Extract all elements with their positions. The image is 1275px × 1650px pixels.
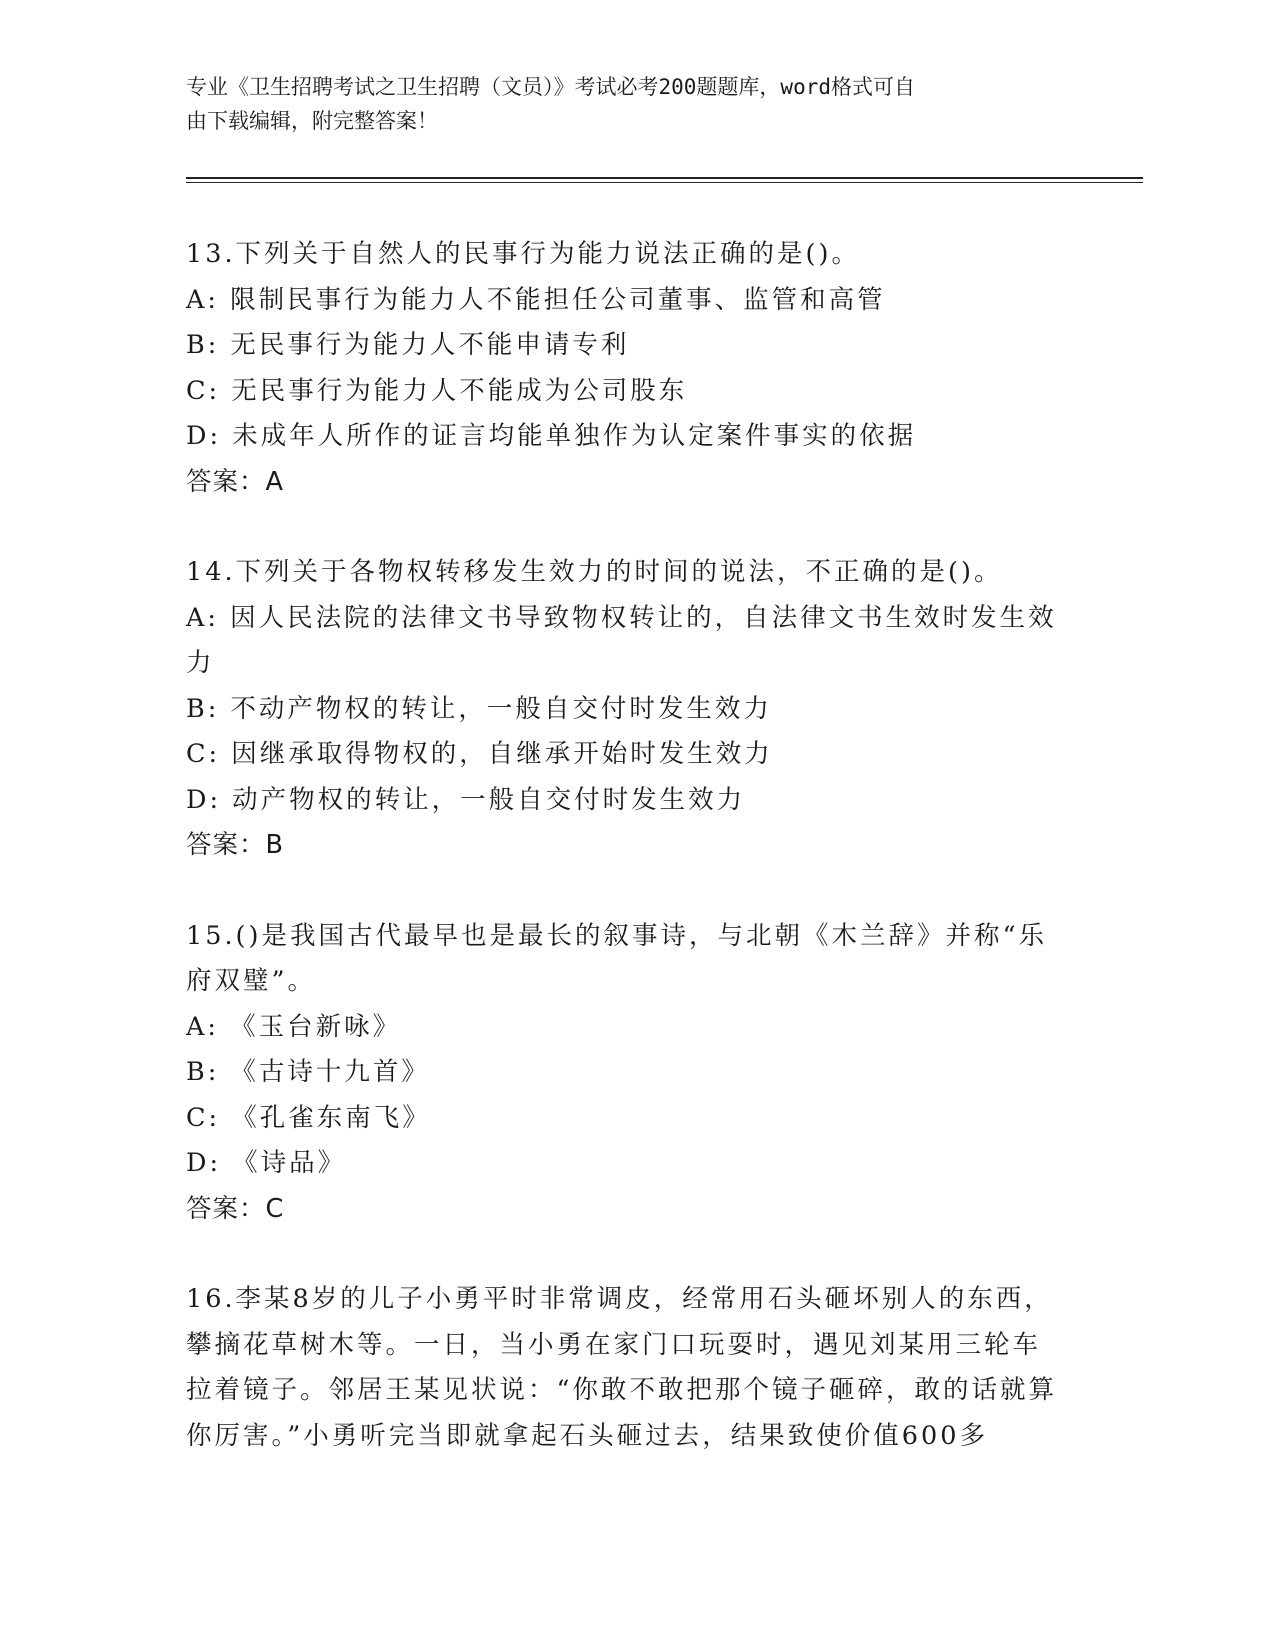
answer: 答案：B <box>186 830 284 860</box>
option-a: A: 限制民事行为能力人不能担任公司董事、监管和高管 <box>186 284 886 315</box>
option-c: C: 因继承取得物权的，自继承开始时发生效力 <box>186 739 773 769</box>
header-divider <box>186 177 1143 179</box>
question-13 <box>186 232 1066 505</box>
answer: 答案：A <box>186 466 284 497</box>
question-15 <box>186 914 1066 1233</box>
option-c: C: 无民事行为能力人不能成为公司股东 <box>186 375 688 406</box>
option-c: C: 《孔雀东南飞》 <box>186 1102 431 1133</box>
header-title-line-1: 专业《卫生招聘考试之卫生招聘（文员）》考试必考200题题库，word格式可自 <box>186 75 915 99</box>
question-16 <box>186 1277 1066 1459</box>
option-b: B: 无民事行为能力人不能申请专利 <box>186 330 630 360</box>
option-a: A: 《玉台新咏》 <box>186 1011 402 1042</box>
question-stem: 13.下列关于自然人的民事行为能力说法正确的是()。 <box>186 239 860 269</box>
header-divider-thin <box>186 182 1143 183</box>
option-d: D: 未成年人所作的证言均能单独作为认定案件事实的依据 <box>186 421 917 451</box>
option-d: D: 《诗品》 <box>186 1148 347 1178</box>
option-d: D: 动产物权的转让，一般自交付时发生效力 <box>186 784 746 815</box>
option-a: A: 因人民法院的法律文书导致物权转让的，自法律文书生效时发生效力 <box>186 602 1057 678</box>
question-stem: 14.下列关于各物权转移发生效力的时间的说法，不正确的是()。 <box>186 557 1003 587</box>
option-b: B: 《古诗十九首》 <box>186 1057 430 1087</box>
question-list <box>186 232 1066 1504</box>
answer: 答案：C <box>186 1193 285 1224</box>
question-14 <box>186 550 1066 869</box>
question-stem: 16.李某8岁的儿子小勇平时非常调皮，经常用石头砸坏别人的东西，攀摘花草树木等。一日，当小勇在家门口玩耍时，遇见刘某用三轮车拉着镜子。邻居王某见状说：“你敢不敢把那个镜子砸碎，敢的话就算你厉害。”小勇听完当即就拿起石头砸过去，结果致使价值600多 <box>186 1284 1058 1451</box>
option-b: B: 不动产物权的转让，一般自交付时发生效力 <box>186 693 772 724</box>
question-stem: 15.()是我国古代最早也是最长的叙事诗，与北朝《木兰辞》并称“乐府双璧”。 <box>186 920 1047 996</box>
header-title-line-2: 由下载编辑，附完整答案！ <box>186 109 438 133</box>
document-header <box>186 70 1066 138</box>
